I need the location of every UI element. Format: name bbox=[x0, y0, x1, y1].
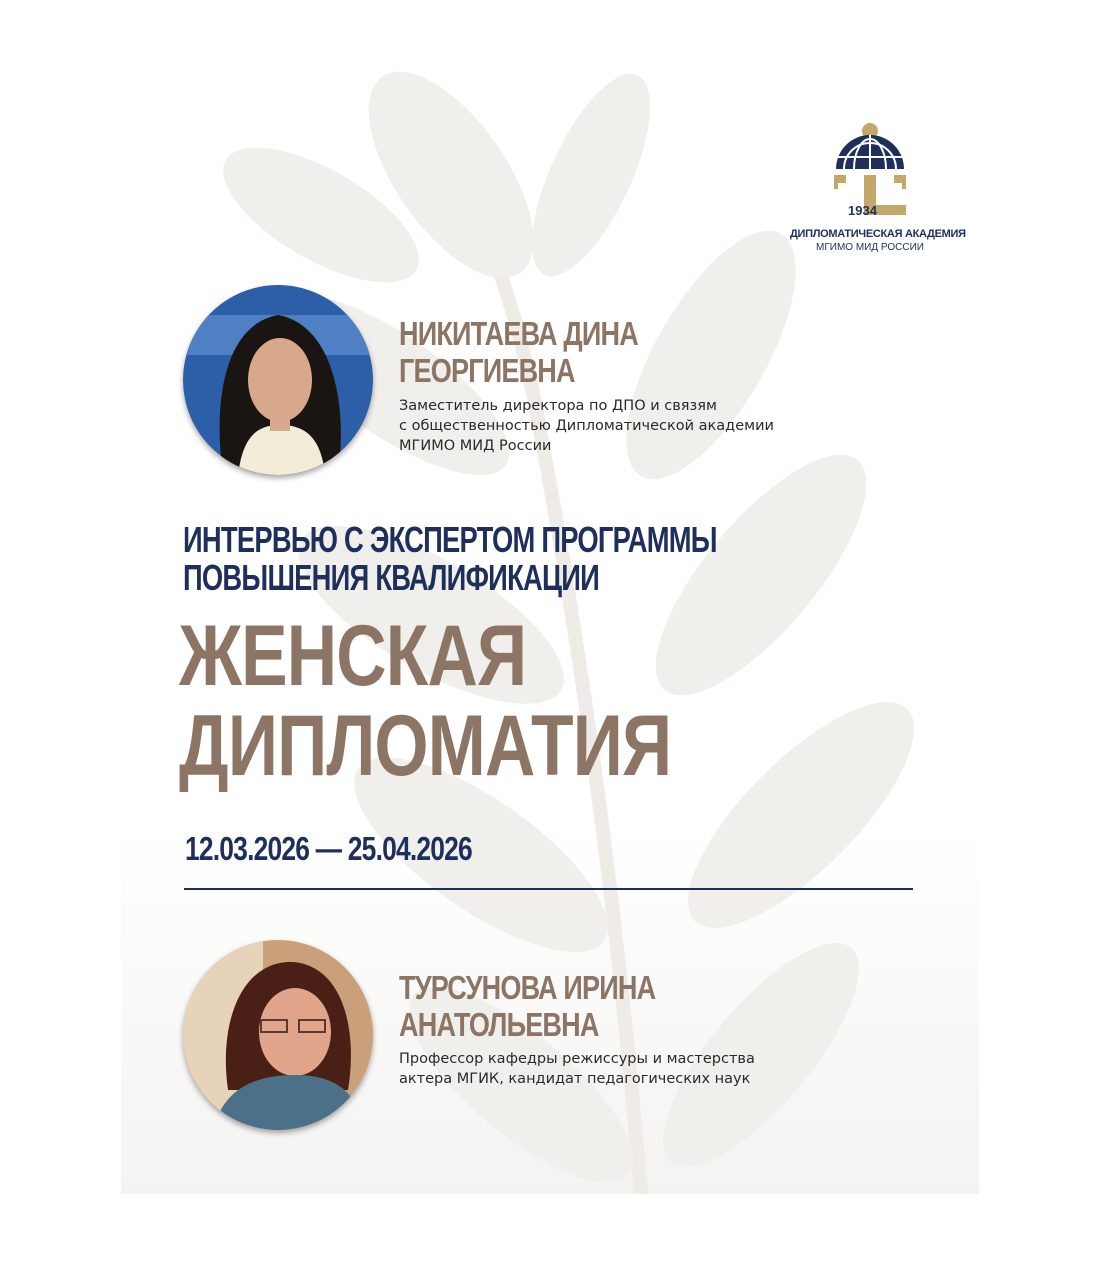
speaker1-name bbox=[399, 315, 638, 389]
logo-subtitle: МГИМО МИД РОССИИ bbox=[816, 242, 924, 253]
speaker2-name bbox=[399, 969, 655, 1043]
speaker2-name-line2: АНАТОЛЬЕВНА bbox=[399, 1006, 599, 1043]
program-title-line1: ЖЕНСКАЯ bbox=[179, 608, 527, 704]
academy-logo bbox=[790, 121, 966, 261]
speaker2-photo bbox=[183, 940, 373, 1130]
speaker1-role bbox=[399, 396, 774, 456]
program-title-line2: ДИПЛОМАТИЯ bbox=[179, 698, 672, 794]
speaker1-role-line3: МГИМО МИД России bbox=[399, 438, 552, 454]
speaker1-name-line2: ГЕОРГИЕВНА bbox=[399, 352, 575, 389]
logo-title: ДИПЛОМАТИЧЕСКАЯ АКАДЕМИЯ bbox=[790, 228, 966, 240]
speaker2-role bbox=[399, 1049, 755, 1089]
program-title bbox=[179, 608, 672, 794]
globe-emblem-icon bbox=[830, 121, 910, 221]
speaker2-name-line1: ТУРСУНОВА ИРИНА bbox=[399, 969, 656, 1006]
speaker1-photo bbox=[183, 285, 373, 475]
logo-year: 1934 bbox=[848, 203, 877, 218]
speaker1-role-line1: Заместитель директора по ДПО и связям bbox=[399, 398, 717, 414]
speaker1-name-line1: НИКИТАЕВА ДИНА bbox=[399, 315, 638, 352]
speaker1-role-line2: с общественностью Дипломатической академии bbox=[399, 418, 774, 434]
poster bbox=[121, 55, 979, 1194]
speaker2-role-line1: Профессор кафедры режиссуры и мастерства bbox=[399, 1051, 755, 1067]
divider bbox=[184, 888, 913, 890]
interview-heading bbox=[183, 521, 717, 597]
interview-heading-line1: ИНТЕРВЬЮ С ЭКСПЕРТОМ ПРОГРАММЫ bbox=[183, 519, 717, 560]
speaker2-role-line2: актера МГИК, кандидат педагогических наук bbox=[399, 1071, 751, 1087]
interview-heading-line2: ПОВЫШЕНИЯ КВАЛИФИКАЦИИ bbox=[183, 557, 600, 598]
program-dates: 12.03.2026 — 25.04.2026 bbox=[185, 830, 472, 867]
